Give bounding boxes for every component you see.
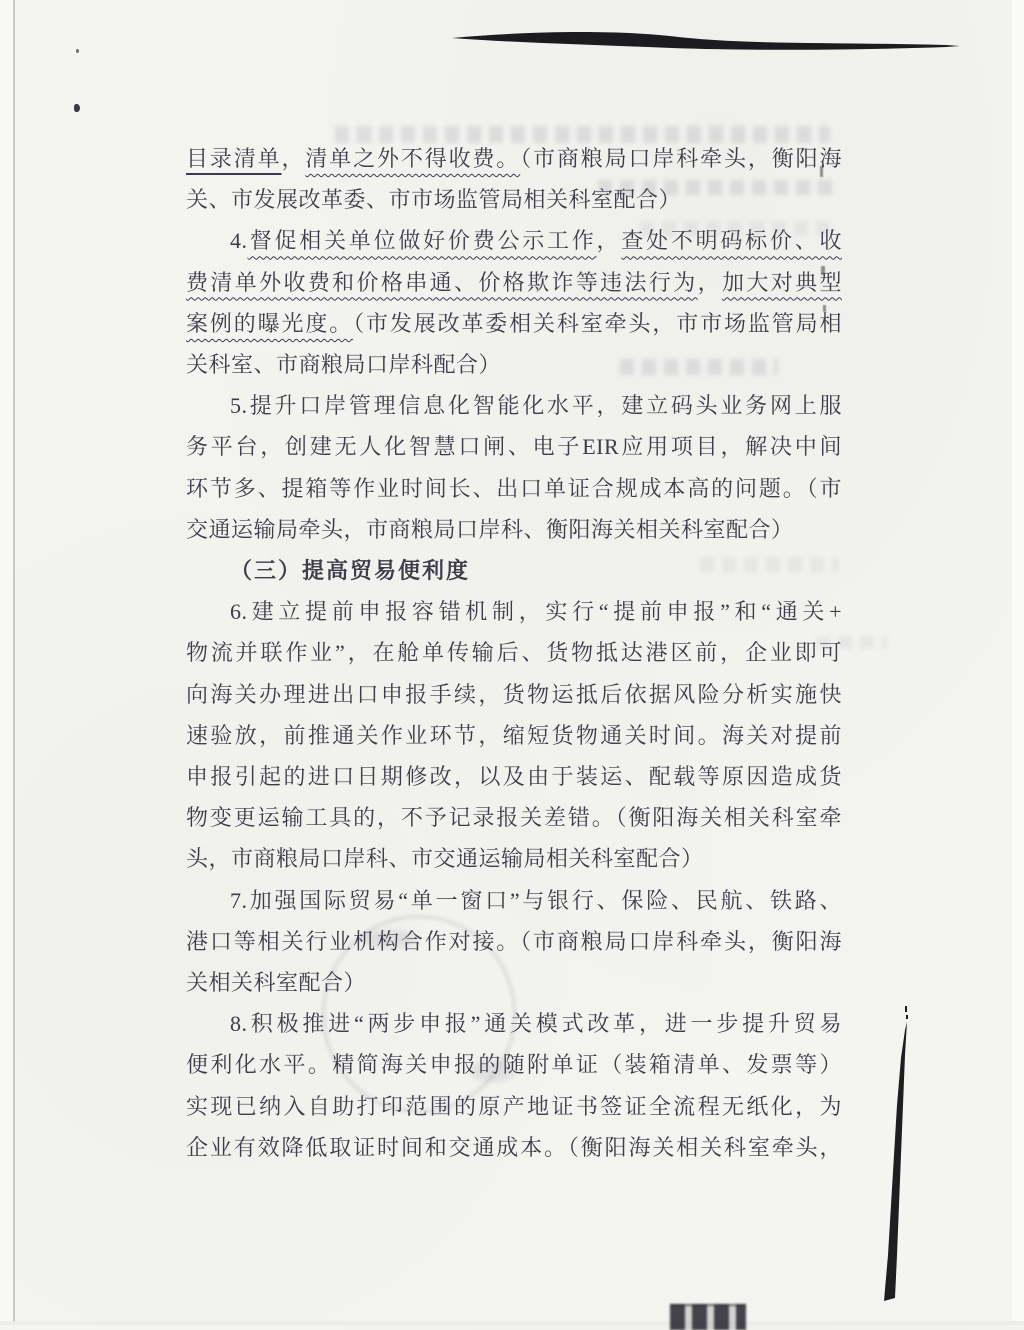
text-line [186, 1127, 842, 1168]
text-line [186, 838, 842, 879]
text-segment: 关科室、市商粮局口岸科配合） [186, 352, 502, 378]
text-segment: 便利化水平。精简海关申报的随附单证（装箱清单、发票等） [186, 1052, 842, 1078]
ink-speck [76, 49, 79, 53]
text-line [186, 468, 842, 509]
text-segment: ， [596, 228, 622, 254]
text-segment: ， [281, 146, 306, 171]
text-line [186, 921, 842, 962]
text-line [186, 426, 842, 467]
text-segment: 关相关科室配合） [186, 970, 367, 996]
scan-streak-top-tail [946, 45, 960, 47]
text-segment: 关、市发展改革委、市市场监管局相关科室配合） [186, 187, 682, 213]
text-line [186, 674, 842, 715]
text-line [186, 138, 842, 179]
page-left-margin [0, 0, 13, 1325]
ink-speck [74, 104, 80, 112]
text-line [186, 632, 842, 673]
text-segment: 物流并联作业”，在舱单传输后、货物抵达港区前，企业即可 [186, 640, 842, 666]
text-line [186, 591, 842, 632]
text-segment: （市商粮局口岸科牵头，衡阳海 [520, 146, 842, 171]
text-segment: 6.建立提前申报容错机制，实行“提前申报”和“通关+ [230, 599, 842, 625]
section-heading [186, 550, 842, 591]
page-bottom-edge [0, 1321, 1024, 1325]
text-segment: 港口等相关行业机构合作对接。（市商粮局口岸科牵头，衡阳海 [186, 928, 842, 954]
text-segment: （市发展改革委相关科室牵头，市市场监管局相 [353, 310, 842, 336]
text-line [186, 756, 842, 797]
text-line [186, 1044, 842, 1085]
underlined-text-segment: 费清单外收费和价格串通、价格欺诈等违法行为 [186, 269, 698, 295]
text-segment: 8.积极推进“两步申报”通关模式改革，进一步提升贸易 [230, 1011, 842, 1037]
underlined-text-segment: 案例的曝光度。 [186, 310, 354, 336]
text-segment: 交通运输局牵头，市商粮局口岸科、衡阳海关相关科室配合） [186, 516, 794, 542]
text-segment: 环节多、提箱等作业时间长、出口单证合规成本高的问题。（市 [186, 475, 842, 501]
text-line [186, 509, 842, 550]
text-segment: 头，市商粮局口岸科、市交通运输局相关科室配合） [186, 846, 704, 872]
page-right-margin [1012, 0, 1024, 1325]
text-segment: 速验放，前推通关作业环节，缩短货物通关时间。海关对提前 [186, 722, 842, 748]
text-line [186, 303, 842, 344]
text-line [186, 344, 842, 385]
text-line [186, 797, 842, 838]
text-line [186, 385, 842, 426]
streak-dot [906, 1015, 908, 1019]
text-line [186, 715, 842, 756]
scan-streak-bottom-right [884, 1022, 907, 1301]
text-segment: 申报引起的进口日期修改，以及由于装运、配载等原因造成货 [186, 764, 842, 790]
text-segment: 企业有效降低取证时间和交通成本。（衡阳海关相关科室牵头， [186, 1134, 842, 1160]
bottom-edge-cutoff-fragment [670, 1304, 746, 1330]
text-segment: 实现已纳入自助打印范围的原产地证书签证全流程无纸化，为 [186, 1093, 842, 1119]
underlined-text-segment: 加大对典型 [722, 269, 842, 295]
scanner-edge-line [13, 0, 15, 1325]
underlined-text-segment: 清单之外不得收费。 [305, 146, 521, 171]
text-line [186, 962, 842, 1003]
document-text-column [186, 138, 842, 1168]
scan-streak-top [452, 32, 947, 50]
text-line [186, 179, 842, 220]
text-segment: 5.提升口岸管理信息化智能化水平，建立码头业务网上服 [230, 393, 842, 419]
text-line [186, 1003, 842, 1044]
text-segment: 务平台，创建无人化智慧口闸、电子EIR应用项目，解决中间 [186, 434, 842, 460]
text-segment: 向海关办理进出口申报手续，货物运抵后依据风险分析实施快 [186, 681, 842, 707]
text-line [186, 1086, 842, 1127]
text-line [186, 220, 842, 261]
text-segment: 7.加强国际贸易“单一窗口”与银行、保险、民航、铁路、 [230, 887, 842, 913]
text-segment: 物变更运输工具的，不予记录报关差错。（衡阳海关相关科室牵 [186, 805, 842, 831]
streak-dot [905, 1006, 907, 1012]
text-line [186, 880, 842, 921]
text-segment: ， [697, 269, 723, 295]
underlined-text-segment: 督促相关单位做好价费公示工作 [247, 228, 597, 254]
text-segment: （三）提高贸易便利度 [230, 558, 471, 584]
underlined-text-segment: 目录清单 [186, 146, 282, 171]
text-line [186, 262, 842, 303]
underlined-text-segment: 查处不明码标价、收 [621, 228, 842, 254]
text-segment: 4. [230, 228, 248, 254]
